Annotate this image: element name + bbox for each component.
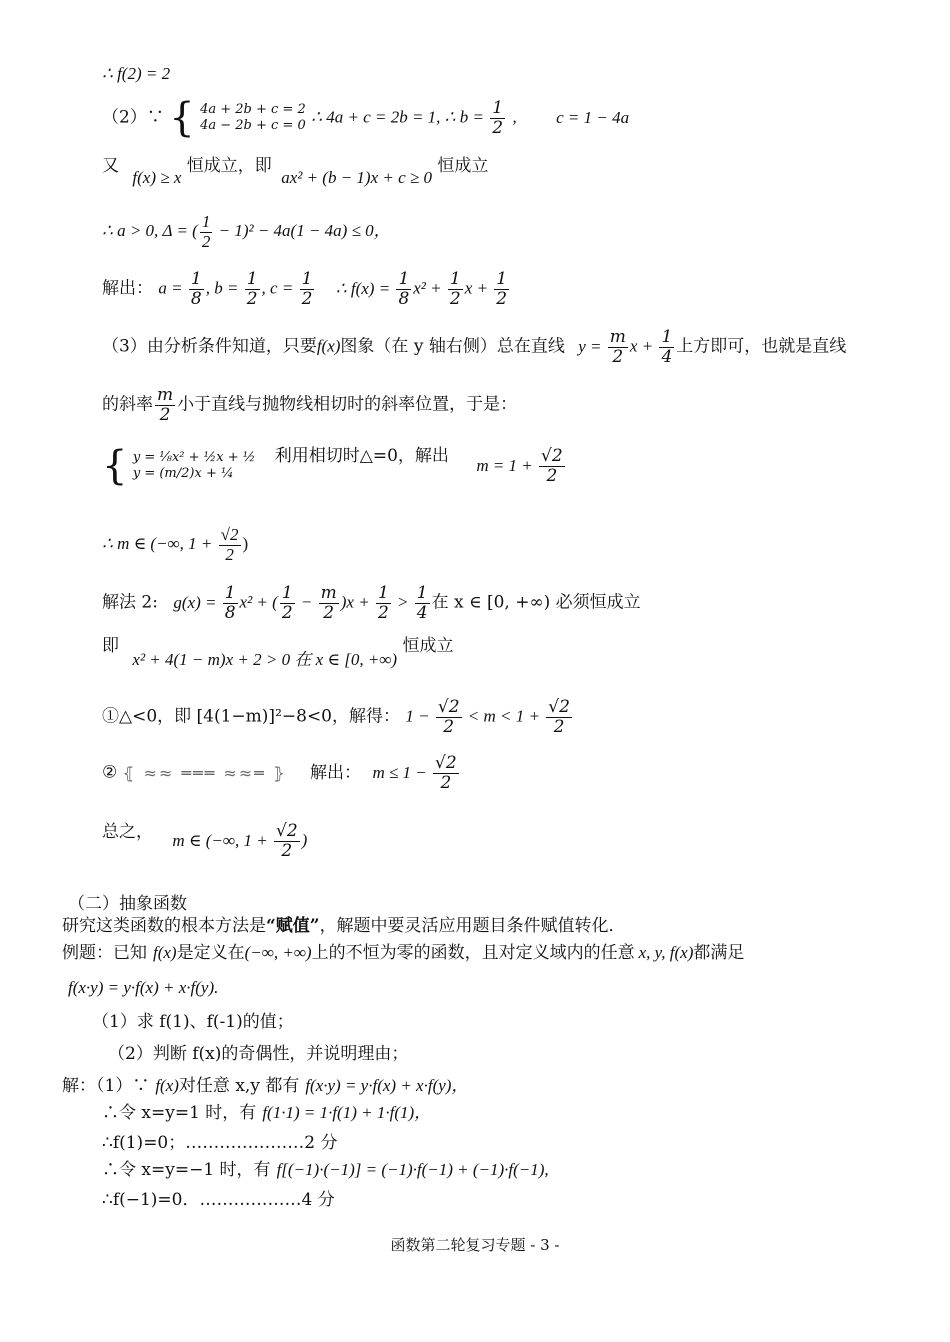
line-tangent-system: { y = ⅛x² + ½x + ½ y = (m/2)x + ¼ 利用相切时△=0，解出 m = 1 + $\frac{√2}{2}$	[102, 443, 563, 489]
line-slope: 的斜率 $\frac{m}{2}$ 小于直线与抛物线相切时的斜率位置，于是：	[102, 385, 518, 425]
text-tangent: 利用相切时△=0，解出	[274, 446, 449, 466]
section-title-abstract-functions: （二）抽象函数	[68, 894, 187, 914]
fraction-half: $\frac{1}{2}$	[492, 97, 504, 138]
line-equivalent: 即 x² + 4(1 − m)x + 2 > 0 在 x ∈ [0, +∞) 恒成立	[102, 636, 454, 669]
case1-text: ①△<0，即 [4(1−m)]²−8<0，解得：	[102, 706, 400, 727]
text-heng: 恒成立，即	[186, 156, 272, 176]
line-f1-result: ∴f(1)=0；…………………2 分	[102, 1133, 338, 1153]
text-you: 又	[102, 156, 119, 176]
illegible-system-image: ⦃ ≈≈ ═══ ≈≈═ ⦄	[122, 763, 287, 783]
line-delta: ∴ a > 0, Δ = ( $\frac{1}{2}$ − 1)² − 4a(1 − 4a) ≤ 0，	[102, 212, 391, 251]
example-label: 例题：已知	[62, 943, 147, 963]
line-functional-equation: f(x·y) = y·f(x) + x·f(y).	[68, 978, 219, 997]
line-m-range: ∴ m ∈ (−∞, 1 + $\frac{√2}{2}$ )	[102, 525, 249, 564]
line-solution-1: 解：（1）∵ f(x)对任意 x,y 都有 f(x·y) = y·f(x) + x·f(y)，	[62, 1076, 469, 1096]
equation-system: 4a + 2b + c = 2 4a − 2b + c = 0	[200, 102, 306, 133]
text-jiechu: 解出：	[102, 278, 153, 299]
line-f2	[102, 64, 170, 84]
line-solution-abc: 解出： a = $\frac{1}{8}$ , b = $\frac{1}{2}$ , c = $\frac{1}{2}$ ∴ f(x) = $\frac{1}{8}$ x² + $\frac{1}{2}$ x + $\frac{1}{2}$	[102, 269, 508, 309]
line-inequality	[102, 156, 489, 187]
question-2: （2）判断 f(x)的奇偶性，并说明理由；	[108, 1044, 409, 1064]
line-case1: ①△<0，即 [4(1−m)]²−8<0，解得： 1 − $\frac{√2}{2}$ < m < 1 + $\frac{√2}{2}$	[102, 697, 570, 737]
line-fneg1-result: ∴f(−1)=0．………………4 分	[102, 1190, 335, 1210]
line-conclusion: 总之， m ∈ (−∞, 1 + $\frac{√2}{2}$ )	[102, 821, 308, 861]
question-1: （1）求 f(1)、f(-1)的值；	[92, 1012, 294, 1032]
line-method2: 解法 2: g(x) = $\frac{1}{8}$ x² + ( $\frac{1}{2}$ − $\frac{m}{2}$ )x + $\frac{1}{2}$ > $\frac{1}{4}$ 在 x ∈ [0, +∞) 必须恒成立	[102, 583, 641, 623]
equation-b: ∴ 4a + c = 2b = 1, ∴ b =	[311, 107, 489, 127]
inequality-f: f(x) ≥ x	[132, 168, 182, 187]
line-system-2: （2）∵ { 4a + 2b + c = 2 4a − 2b + c = 0 ∴ 4a + c = 2b = 1, ∴ b = $\frac{1}{2}$ , c = 1 − 4a	[102, 95, 630, 141]
inequality-quadratic: ax² + (b − 1)x + c ≥ 0	[281, 168, 432, 187]
part2-label: （2）∵	[102, 107, 164, 128]
equation-delta-b: − 1)² − 4a(1 − 4a) ≤ 0，	[214, 221, 391, 241]
equation-c: c = 1 − 4a	[556, 107, 630, 127]
text-heng2: 恒成立	[437, 156, 489, 176]
keyword-assignment: “赋值”	[266, 916, 320, 936]
equation-f2: ∴ f(2) = 2	[102, 64, 171, 83]
line-case2: ② ⦃ ≈≈ ═══ ≈≈═ ⦄ 解出： m ≤ 1 − $\frac{√2}{2}$	[102, 753, 457, 793]
line-let-xy-1: ∴令 x=y=1 时，有 f(1·1) = 1·f(1) + 1·f(1)，	[102, 1103, 432, 1123]
line-example: 例题：已知 f(x)是定义在(−∞, +∞)上的不恒为零的函数，且对定义域内的任意 x, y, f(x)都满足	[62, 943, 745, 963]
line-part3: （3）由分析条件知道，只要f(x)图象（在 y 轴右侧）总在直线 y = $\frac{m}{2}$ x + $\frac{1}{4}$ 上方即可，也就是直线	[102, 327, 847, 367]
tangent-system: y = ⅛x² + ½x + ½ y = (m/2)x + ¼	[132, 450, 256, 481]
equation-delta-a: ∴ a > 0, Δ = (	[102, 221, 198, 241]
line-let-xy-neg1: ∴令 x=y=−1 时，有 f[(−1)·(−1)] = (−1)·f(−1) + (−1)·f(−1),	[102, 1160, 549, 1180]
page-footer: 函数第二轮复习专题 - 3 -	[390, 1236, 560, 1254]
method2-label: 解法 2:	[102, 592, 158, 613]
part3-label: （3）由分析条件知道，只要	[102, 336, 317, 357]
case2-label: ②	[102, 762, 118, 783]
line-method-intro: 研究这类函数的根本方法是“赋值”，解题中要灵活应用题目条件赋值转化．	[62, 916, 626, 936]
